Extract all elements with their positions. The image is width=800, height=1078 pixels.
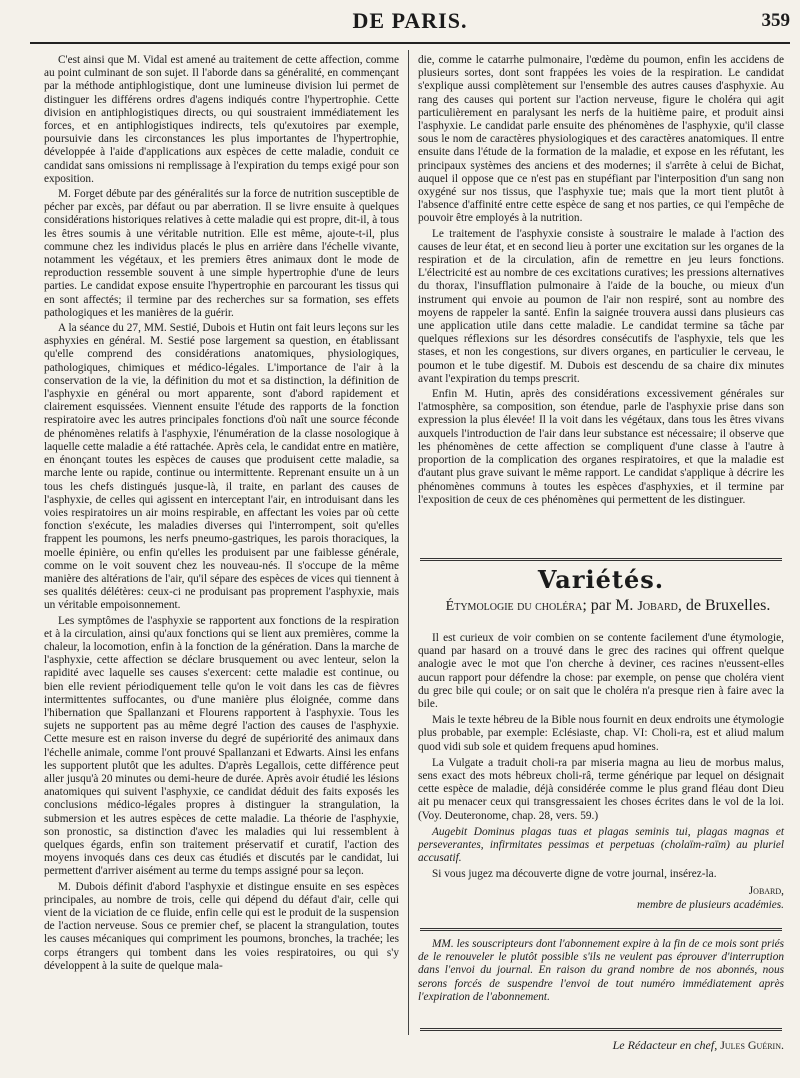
paragraph: A la séance du 27, MM. Sestié, Dubois et Hutin ont fait leurs leçons sur les asphyxies en général. M. Sestié pose largement sa question, en établissant qu'elle comprend des considérations anatomiques, physiologiques, pathologiques, chimiques et médico-légales. L'importance de l'air à la conservation de la vie, la définition du mot et sa distinction, la définition de l'asphyxie en général ou mort apparente, sont d'abord rapidement et clairement esquissées. Viennent ensuite l'étude des rapports de la fonction respiratoire avec les autres principales fonctions d'où naît une source féconde de phénomènes relatifs à l'asphyxie, l'énumération de la classe nosologique à laquelle cette maladie a été rattachée. Après cela, le candidat entre en matière, en énonçant toutes les espèces de causes que produisent cette maladie, sa marche lente ou rapide, continue ou intermittente. Reprenant ensuite un à un tous les chefs distingués jusque-là, il traite, en parlant des causes de l'asphyxie, de celles qui agissent en interceptant l'air, en introduisant dans les voies respiratoires un air moins respirable, en affectant les voies par où cette fonction s'exécute, les maladies diverses qui l'interrompent, soit qu'elles frappent les poumons, les nerfs pneumo-gastriques, les parois thoraciques, la moelle épinière, ou enfin qu'elles les produisent par une faiblesse générale, comme on le voit souvent chez les nouveau-nés. Il s'occupe de la même manière des altérations de l'air, qu'il sépare des espèces de vices qui tiennent à ses qualités délétères: ceux-ci ne produisant pas proprement l'asphyxie, mais un véritable empoisonnement. — [44, 322, 399, 612]
page-number: 359 — [761, 10, 790, 31]
running-title: DE PARIS. — [352, 8, 468, 33]
article-title-by: ; par M. — [582, 597, 638, 614]
editor-signature — [418, 1038, 784, 1053]
notice-text: MM. les souscripteurs dont l'abonnement expire à la fin de ce mois sont priés de le renouveler le plutôt possible s'ils ne veulent pas éprouver d'interruption dans l'envoi du journal. En raison du grand nombre de nos abonnés, nous serons forcés de suspendre l'envoi de tout numéro immédiatement après l'expiration de l'abonnement. — [418, 938, 784, 1003]
section-rule — [420, 558, 782, 561]
section-title: Variétés. — [537, 565, 665, 594]
paragraph: Le traitement de l'asphyxie consiste à soustraire le malade à l'action des causes de leur état, et en second lieu à porter une excitation sur les organes de la respiration et de la circulation, afin de remettre en jeu leurs fonctions. L'électricité est au nombre de ces excitations curatives; les pressions alternatives du thorax, l'insufflation pulmonaire à l'aide de la bouche, ou mieux d'un instrument qui envoie au poumon de l'air non respiré, sont au nombre des moyens de rappeler la santé. Enfin la saignée trouvera aussi dans plusieurs cas une application utile dans cette maladie. Le candidat termine sa tâche par quelques réflexions sur les désordres consécutifs de l'asphyxie, tels que les stases, et non les congestions, sur divers organes, en particulier le cerveau, le poumon et le tube digestif. M. Dubois est descendu de sa chaire dix minutes avant l'expiration du temps prescrit. — [418, 227, 784, 385]
footer-rule — [420, 1028, 782, 1031]
right-column — [418, 54, 784, 554]
signature-name: Jobard, — [748, 884, 784, 897]
editor-name: Jules Guérin. — [720, 1038, 784, 1052]
paragraph: M. Forget débute par des généralités sur la force de nutrition susceptible de pécher par excès, par défaut ou par aberration. Il se livre ensuite à quelques considérations historiques relatives à cette maladie qui est propre, dit-il, à tous les êtres soumis à une véritable nutrition. Elle est même, ajoute-t-il, plus commune chez les individus placés le plus en arrière dans l'échelle vivante, notamment les végétaux, et les premiers êtres animaux dont le mode de reproduction ressemble souvent à une simple hypertrophie d'une de leurs parties. Le candidat expose ensuite l'hypertrophie en parcourant les tissus qui en sont affectés; il termine par des recherches sur sa formation, ses effets pathologiques et les manières de la guérir. — [44, 188, 399, 319]
signature-role: membre de plusieurs académies. — [636, 898, 784, 911]
article-title — [432, 597, 784, 616]
paragraph: La Vulgate a traduit choli-ra par miseria magna au lieu de morbus malus, sens exact des mots hébreux choli-râ, terme générique par lequel on désignait cette espèce de maladie, déjà considérée comme le plus grand fléau dont Dieu ait pu menacer ceux qui transgressaient les choses écrites dans le vol de la loi. (Voy. Deuteronome, chap. 28, vers. 59.) — [418, 756, 784, 822]
article-title-place: , de Bruxelles. — [677, 597, 771, 614]
article-author: Jobard — [637, 599, 678, 614]
header-rule — [30, 42, 790, 44]
article-title-subject: Étymologie du choléra — [445, 599, 583, 614]
paragraph: Les symptômes de l'asphyxie se rapportent aux fonctions de la respiration et à la circulation, ainsi qu'aux fonctions qui se lient aux premières, comme la chaleur, la locomotion, enfin à la fonction de la génération. Dans la marche de l'asphyxie, cette affection se déclare brusquement ou avec lenteur, selon la rapidité avec laquelle ses causes s'exercent: cette maladie est continue, ou bien elle revient périodiquement telle qu'on le voit dans les cas de fièvres intermittentes suffocantes, ou d'une manière plus éloignée, comme dans l'hibernation que Spallanzani et Flourens rapportent à l'asphyxie. Tous les sujets ne supportent pas au même degré l'action des causes de l'asphyxie. Cette mesure est en raison inverse du degré de supériorité des animaux dans l'échelle animale, comme l'ont prouvé Spallanzani et Edwarts. Ainsi les enfans les supportent plutôt que les adultes. D'après Legallois, cette différence peut aller jusqu'à 20 minutes ou demi-heure de durée. Après avoir étudié les lésions anatomiques qui suivent l'asphyxie, ce candidat déduit des faits exposés les conclusions médico-légales propres à distinguer la strangulation, la submersion et les autres espèces de cette maladie. La théorie de l'asphyxie, son pronostic, sa distinction d'avec les maladies qui lui ressemblent à quelques égards, enfin son traitement préservatif et curatif, l'action des moyens invoqués dans ces deux cas étudiés et discutés par le candidat, lui permettent d'arriver aisément au terme du temps assigné pour sa leçon. — [44, 614, 399, 878]
paragraph: Il est curieux de voir combien on se contente facilement d'une étymologie, quand par hasard on a trouvé dans le grec des racines qui offrent quelque analogie avec le mot que l'on cherche à deviner, ces racines n'eussent-elles aucun rapport pour défendre la chose: par exemple, on pense que choléra vient du grec bile qui coule; or on sait que le choléra n'a presque rien à faire avec la bile. — [418, 632, 784, 711]
paragraph: die, comme le catarrhe pulmonaire, l'œdème du poumon, enfin les accidens de plusieurs sortes, dont sont frappées les voies de la respiration. Le candidat s'explique aussi complètement sur l'ensemble des autres causes d'asphyxie. Au rang des causes qui portent sur l'action nerveuse, figure le choléra qui agit particulièrement en paralysant les nerfs de la huitième paire, et produit ainsi l'asphyxie. Le candidat parle ensuite des phénomènes de l'asphyxie, qu'il classe sous le nom de caractères physiologiques et des caractères anatomiques. Il entre ensuite dans l'étude de la formation de la maladie, et expose en les réfutant, les principaux systèmes des anciens et des modernes; il s'arrête à celui de Bichat, auquel il oppose que ce n'est pas en stupéfiant par l'interposition d'un sang non oxygéné sur nos tissus, que l'asphyxie tue; mais que la mort tient plutôt à l'absence d'affinité entre cette espèce de sang et nos parties, ce qui l'empêche de pouvoir être employés à la nutrition. — [418, 54, 784, 225]
column-divider — [408, 50, 409, 1035]
article-body — [418, 632, 784, 911]
paragraph-quote: Augebit Dominus plagas tuas et plagas seminis tui, plagas magnas et perseverantes, infirmitates pessimas et perpetuas (cholaïm-raïm) au pluriel accusatif. — [418, 825, 784, 865]
paragraph: M. Dubois définit d'abord l'asphyxie et distingue ensuite en ses espèces principales, au nombre de trois, celle qui dépend du défaut d'air, celle qui vient de la viciation de ce fluide, enfin celle qui est le produit de la suspension de l'action nerveuse. Sous ce premier chef, se placent la strangulation, toutes les causes mécaniques qui compriment les poumons, bronches, la trachée; les corps étrangers qui tombent dans les voies respiratoires, ou qui s'y développent à la suite de quelque mala- — [44, 880, 399, 972]
notice-rule — [420, 928, 782, 931]
subscriber-notice — [418, 938, 784, 1022]
paragraph: Enfin M. Hutin, après des considérations excessivement générales sur l'atmosphère, sa composition, son étendue, parle de l'asphyxie prise dans son expression la plus élevée! Il la voit dans les végétaux, dans tous les êtres vivans auxquels l'introduction de l'air dans leur substance est nécessaire; il observe que les phénomènes de cette affection se compliquent d'une classe à l'autre à proportion de la complication des organes respiratoires, et que la maladie est d'autant plus grave suivant le même rapport. Le candidat s'applique à décrire les phénomènes communs à toutes les espèces d'asphyxies, et il termine par l'exposition de ceux de ces phénomènes qui permettent de les distinguer. — [418, 388, 784, 506]
page-header — [30, 8, 790, 38]
paragraph: C'est ainsi que M. Vidal est amené au traitement de cette affection, comme au point culminant de son sujet. Il l'aborde dans sa généralité, en commençant par la méthode antiphlogistique, dont une lumineuse division lui permet de distinguer les différens ordres d'agens indiqués contre l'hypertrophie. Cette division en antiphlogistiques directs, ou qui soustraient immédiatement les forces, et en antiphlogistiques indirects, tels qu'exutoires par exemple, poursuivie dans les circonstances les plus importantes de l'hypertrophie, développée à l'aide d'applications aux espèces de cette maladie, conduit ce candidat sans omissions ni remplissage à l'expiration du temps exigé pour son exposition. — [44, 54, 399, 185]
editor-role: Le Rédacteur en chef, — [612, 1038, 718, 1052]
paragraph: Si vous jugez ma découverte digne de votre journal, insérez-la. — [432, 868, 717, 881]
paragraph: Mais le texte hébreu de la Bible nous fournit en deux endroits une étymologie plus probable, par exemple: Eclésiaste, chap. VI: Choli-ra, est et aliud malum quod vidi sub sole et quidem frequens apud homines. — [418, 714, 784, 753]
left-column — [44, 54, 399, 1049]
